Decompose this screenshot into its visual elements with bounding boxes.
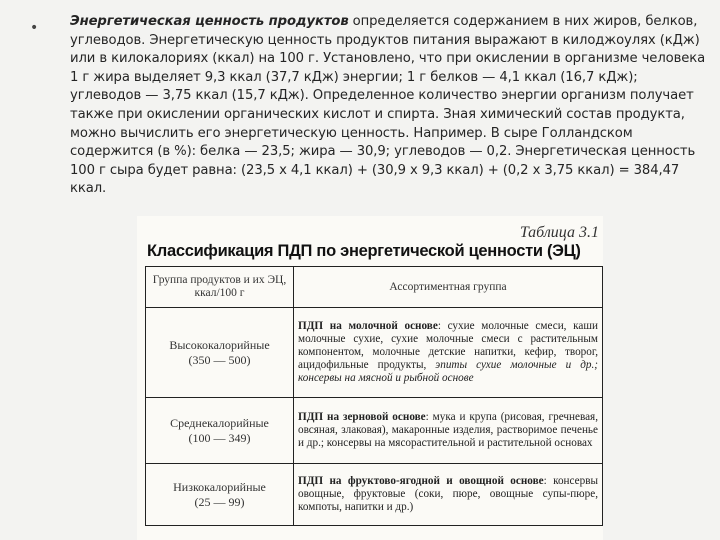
classification-table	[145, 266, 603, 526]
assortment-text: : консервы овощные, фруктовые (соки, пюре, овощные супы-пюре, компоты, напитки и др.)	[298, 474, 598, 514]
body-paragraph	[70, 13, 710, 199]
group-name: Низкокалорийные	[173, 479, 266, 494]
assortment-text-italic: эпиты сухие молочные и др.; консервы на мясной и рыбной основе	[298, 359, 598, 385]
group-name: Среднекалорийные	[170, 415, 269, 430]
group-cell	[146, 308, 294, 398]
base-label: ПДП на молочной основе	[298, 319, 438, 332]
paragraph-lead-term: Энергетическая ценность продуктов	[70, 14, 349, 29]
table-row	[146, 308, 603, 398]
table-number: Таблица 3.1	[519, 224, 599, 241]
base-label: ПДП на зерновой основе	[298, 410, 426, 423]
header-assortment-column: Ассортиментная группа	[294, 267, 603, 308]
assortment-cell	[294, 308, 603, 398]
group-cell	[146, 398, 294, 464]
header-group-column: Группа продуктов и их ЭЦ, ккал/100 г	[146, 267, 294, 308]
table-title: Классификация ПДП по энергетической ценности (ЭЦ)	[147, 242, 581, 260]
paragraph-text: определяется содержанием в них жиров, белков, углеводов. Энергетическую ценность продуктов питания выражают в килоджоулях (кДж) или в килокалориях (ккал) на 100 г. Установлено, что при окислении в организме человека 1 г жира выделяет 9,3 ккал (37,7 кДж) энергии; 1 г белков — 4,1 ккал (16,7 кДж); углеводов — 3,75 ккал (15,7 кДж). Определенное количество энергии организм получает также при окислении органических кислот и спирта. Зная химический состав продукта, можно вычислить его энергетическую ценность. Например. В сыре Голландском содержится (в %): белка — 23,5; жира — 30,9; углеводов — 0,2. Энергетическая ценность 100 г сыра будет равна: (23,5 х 4,1 ккал) + (30,9 х 9,3 ккал) + (0,2 х 3,75 ккал) = 384,47 ккал.	[70, 14, 706, 197]
group-cell	[146, 464, 294, 526]
bullet-marker: •	[30, 20, 39, 36]
table-row	[146, 398, 603, 464]
group-name: Высококалорийные	[169, 337, 270, 352]
group-range: (25 — 99)	[194, 494, 245, 509]
assortment-cell	[294, 398, 603, 464]
table-header-row	[146, 267, 603, 308]
group-range: (350 — 500)	[188, 352, 251, 367]
group-range: (100 — 349)	[188, 430, 251, 445]
table-scan-image	[137, 216, 603, 540]
base-label: ПДП на фруктово-ягодной и овощной основе	[298, 474, 544, 487]
table-row	[146, 464, 603, 526]
assortment-cell	[294, 464, 603, 526]
assortment-text: : сухие молочные смеси, каши молочные сухие, сухие молочные смеси с растительным компонентом, молочные детские напитки, кефир, творог, ацидофильные продукты,	[298, 319, 598, 372]
assortment-text: : мука и крупа (рисовая, гречневая, овсяная, злаковая), макаронные изделия, растворимое печенье и др.; консервы на мясорастительной и растительной основах	[298, 410, 598, 450]
